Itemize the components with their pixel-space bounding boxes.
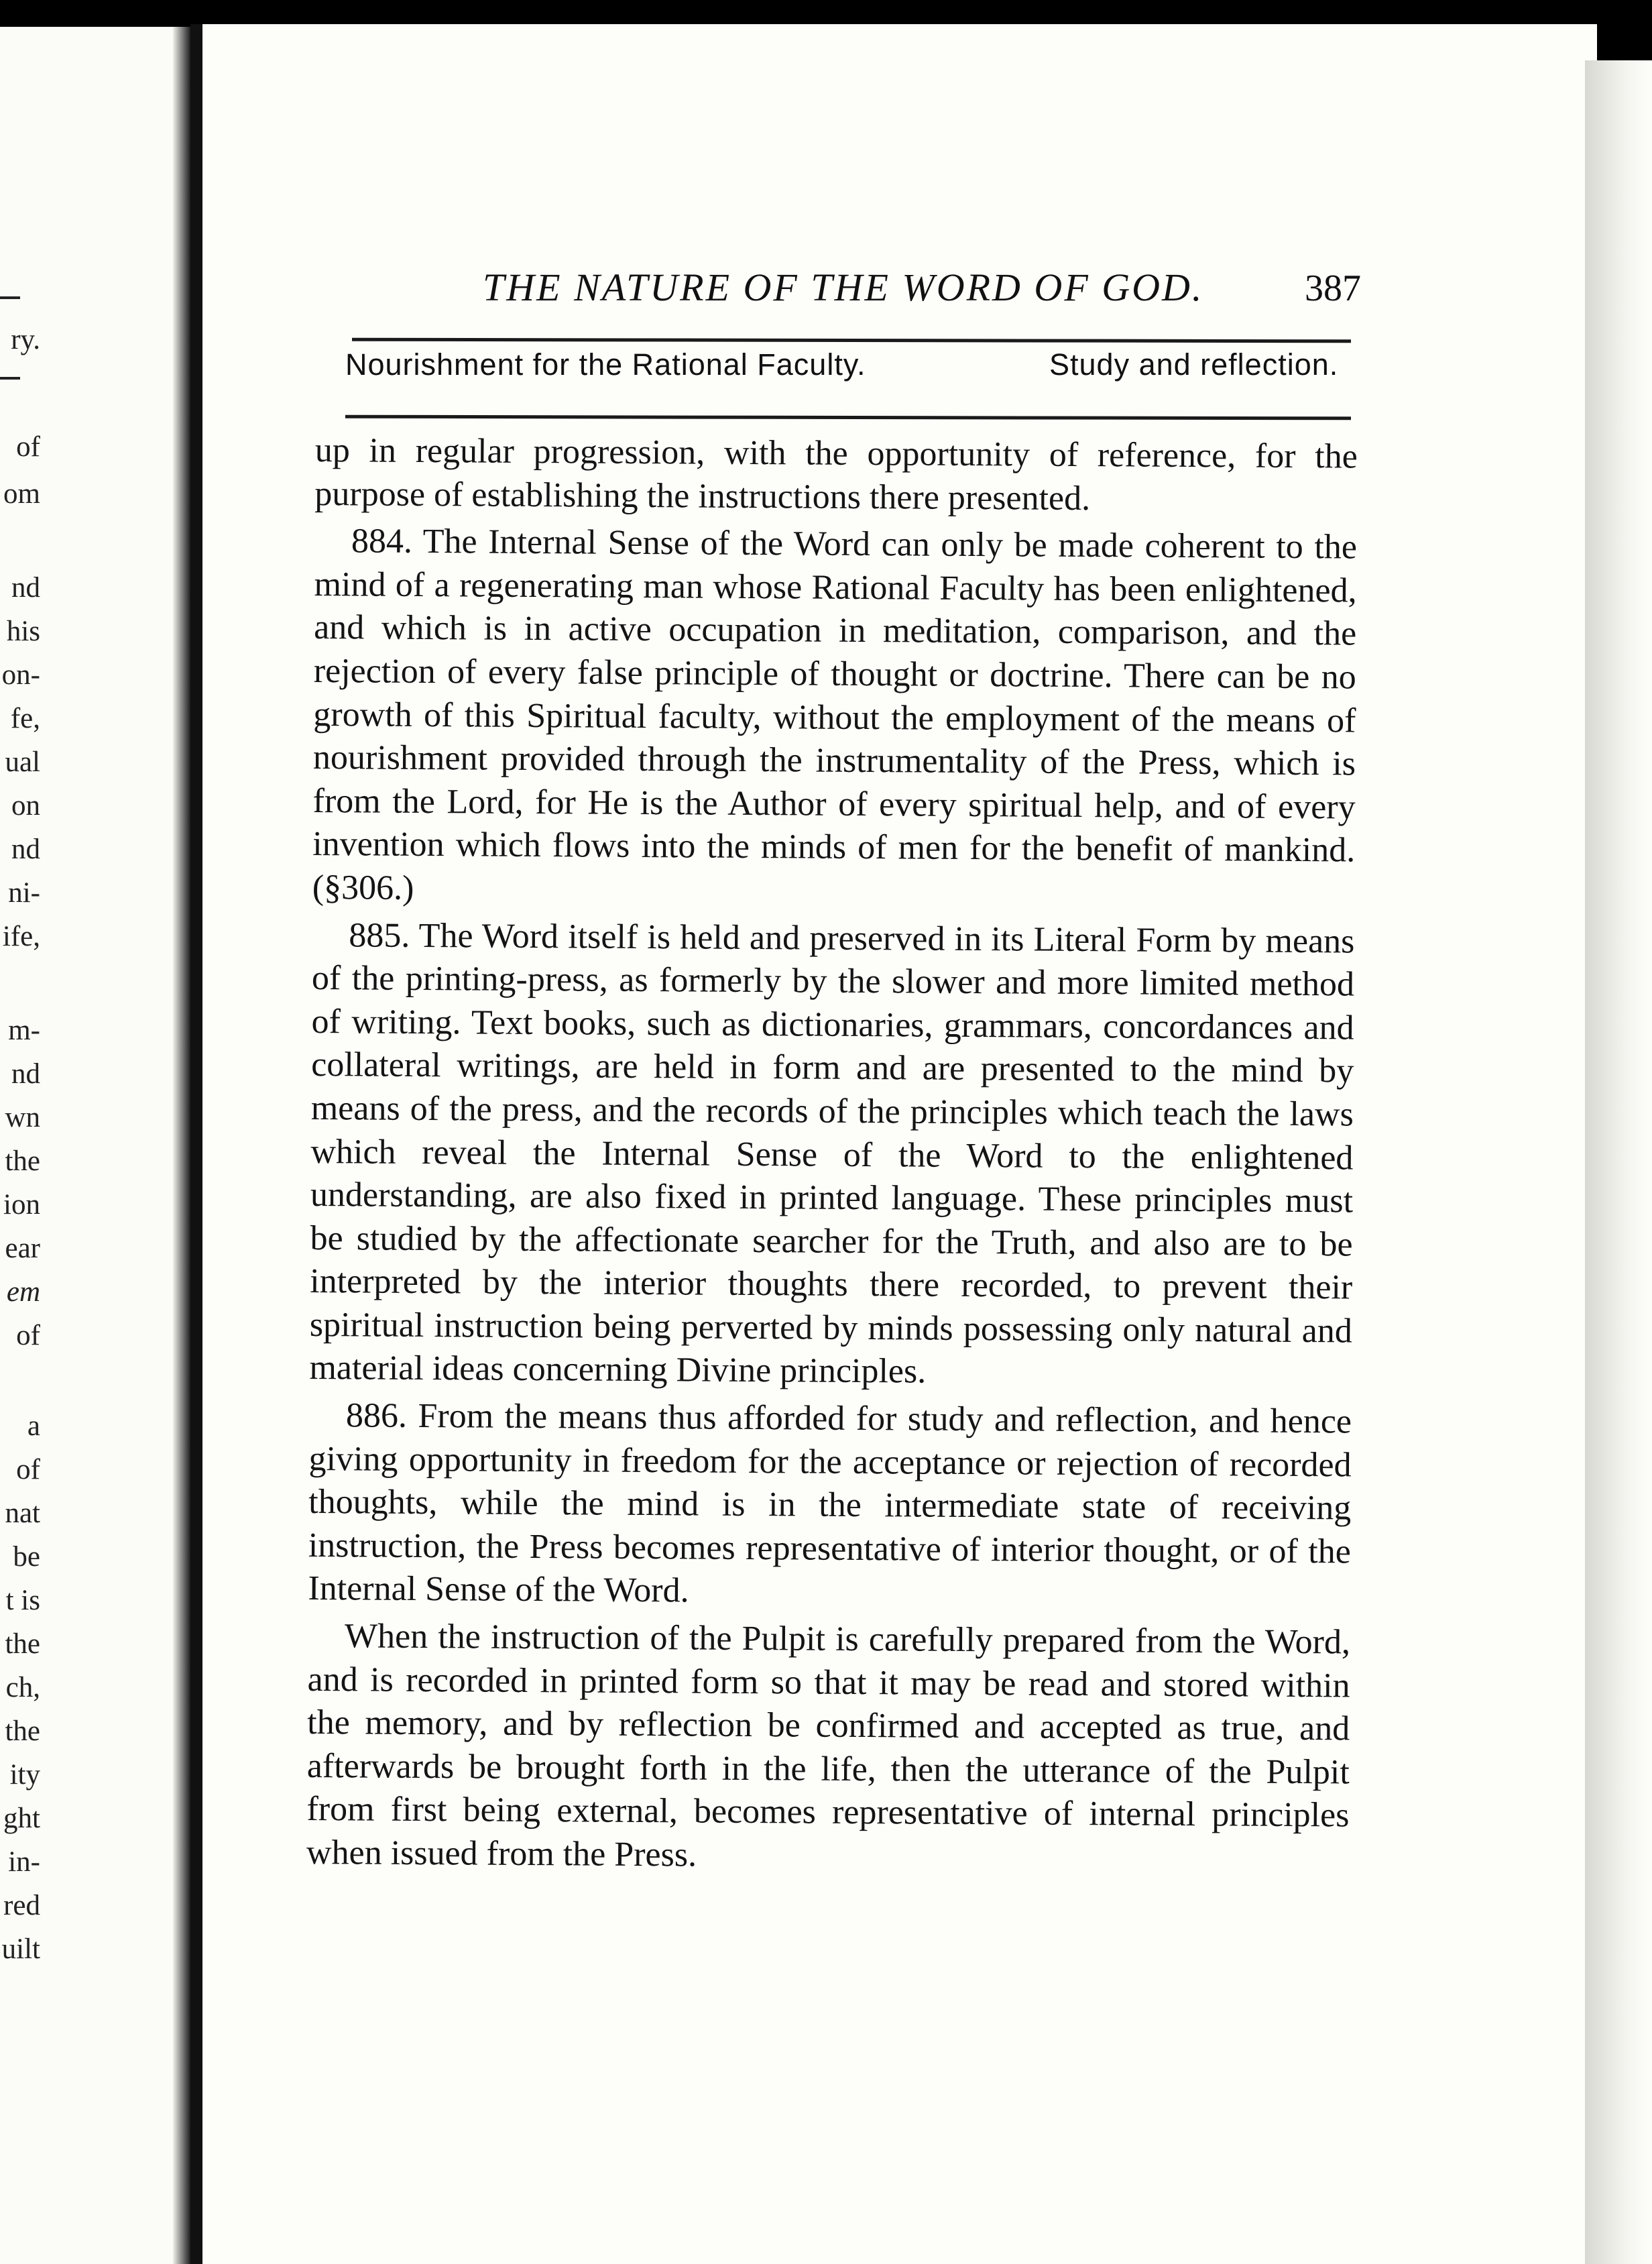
fragment: red <box>3 1890 40 1921</box>
subhead-left: Nourishment for the Rational Faculty. <box>345 347 866 382</box>
fragment: fe, <box>10 703 40 734</box>
fragment: ght <box>3 1803 40 1834</box>
fragment: em <box>6 1276 40 1308</box>
fragment: nd <box>11 834 40 865</box>
subhead-right: Study and reflection. <box>1049 347 1339 382</box>
fragment: nd <box>11 1058 40 1090</box>
paragraph: 886. From the means thus afforded for study and reflection, and hence giving opportunity in freedom for the acceptance or rejection of recorded thoughts, while the mind is in the intermediate state of receiving instruction, the Press becomes representative of interior thought, or of the Internal Sense of the Word. <box>308 1396 1352 1610</box>
page-edge-shadow <box>1585 60 1652 2264</box>
running-head-title: THE NATURE OF THE WORD OF GOD. <box>483 266 1204 309</box>
page-number: 387 <box>1305 268 1361 309</box>
fragment: of <box>16 1320 40 1351</box>
fragment: ion <box>3 1189 40 1221</box>
fragment: om <box>3 478 40 510</box>
body-text <box>306 429 1358 1885</box>
fragment: the <box>5 1715 40 1747</box>
paragraph: When the instruction of the Pulpit is carefully prepared from the Word, and is recorded in printed form so that it may be read and stored within the memory, and by reflection be confirmed and accepted as true, and afterwards be brought forth in the life, then the utterance of the Pulpit from first being external, becomes representative of internal principles when issued from the Press. <box>306 1617 1351 1874</box>
fragment: ual <box>5 746 40 778</box>
paragraph: 885. The Word itself is held and preserved in its Literal Form by means of the printing-press, as formerly by the slower and more limited method of writing. Text books, such as dictionaries, grammars, concordances and collateral writings, are held in form and are presented to the mind by means of the press, and the records of the principles which teach the laws which reveal the Internal Sense of the Word to the enlightened understanding, are also fixed in printed language. These principles must be studied by the affectionate searcher for the Truth, and also are to be interpreted by the interior thoughts there recorded, to prevent their spiritual instruction being perverted by minds possessing only natural and material ideas concerning Divine principles. <box>309 915 1355 1392</box>
fragment: ch, <box>5 1672 40 1703</box>
fragment: be <box>13 1541 40 1573</box>
fragment: ife, <box>2 921 40 952</box>
fragment: ity <box>9 1759 40 1791</box>
fragment: nat <box>5 1497 40 1529</box>
fragment: the <box>5 1145 40 1177</box>
rule <box>0 296 20 299</box>
paragraph: 884. The Internal Sense of the Word can only be made coherent to the mind of a regenerating man whose Rational Faculty has been enlightened, and which is in active occupation in meditation, comparison, and the rejection of every false principle of thought or doctrine. There can be no growth of this Spiritual faculty, without the employment of the means of nourishment provided through the instrumentality of the Press, which is from the Lord, for He is the Author of every spiritual help, and of every invention which flows into the minds of men for the benefit of mankind. (§306.) <box>312 522 1358 907</box>
fragment: in- <box>8 1846 40 1878</box>
fragment: on <box>11 790 40 822</box>
fragment: m- <box>8 1015 40 1046</box>
fragment: of <box>16 1454 40 1485</box>
fragment: wn <box>5 1102 40 1133</box>
fragment: his <box>6 616 40 647</box>
paragraph: up in regular progression, with the opportunity of reference, for the purpose of establishing the instructions there presented. <box>314 431 1358 518</box>
fragment: ry. <box>11 324 40 355</box>
fragment: the <box>5 1628 40 1660</box>
fragment: ni- <box>8 877 40 909</box>
fragment: a <box>27 1410 40 1442</box>
fragment: ear <box>5 1233 40 1264</box>
rule <box>0 377 20 380</box>
fragment: of <box>16 431 40 463</box>
previous-page-edge <box>0 27 181 2264</box>
fragment: nd <box>11 572 40 604</box>
fragment: on- <box>1 659 40 691</box>
fragment: t is <box>5 1585 40 1616</box>
fragment: uilt <box>1 1933 40 1965</box>
